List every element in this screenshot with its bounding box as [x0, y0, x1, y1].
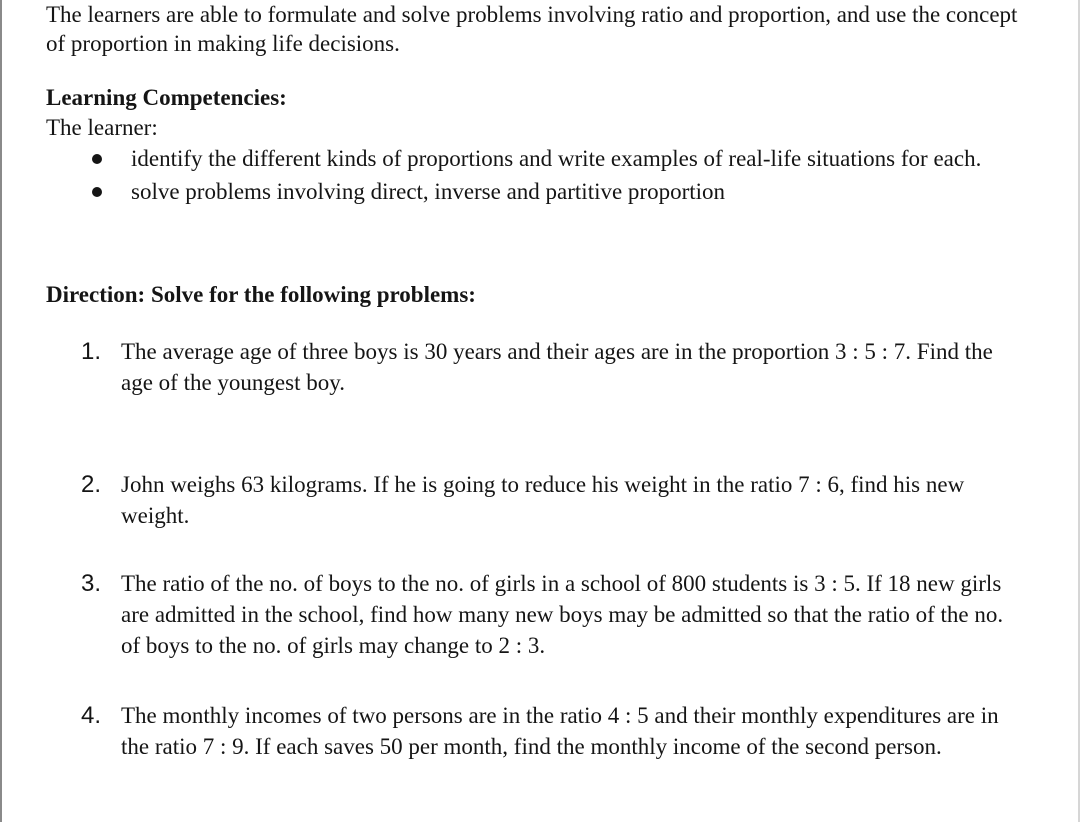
problem-number: 2. — [81, 471, 102, 498]
page-left-edge — [0, 0, 2, 822]
bullet-icon — [92, 154, 102, 164]
problem-number: 3. — [81, 570, 102, 597]
problem-number: 4. — [81, 702, 102, 729]
problem-text: The monthly incomes of two persons are in the ratio 4 : 5 and their monthly expenditures are in the ratio 7 : 9. If each saves 50 per month, find the monthly income of the second person. — [121, 703, 999, 759]
document-body — [46, 0, 1036, 759]
competency-text: solve problems involving direct, inverse and partitive proportion — [131, 179, 726, 204]
competencies-heading: Learning Competencies: — [46, 85, 287, 110]
problem-text: The average age of three boys is 30 years and their ages are in the proportion 3 : 5 : 7. Find the age of the youngest boy. — [121, 339, 993, 395]
learner-label: The learner: — [46, 115, 158, 140]
problem-text: The ratio of the no. of boys to the no. of girls in a school of 800 students is 3 : 5. If 18 new girls are admitted in the school, find how many new boys may be admitted so that the ratio of the no. of boys to the no. of girls may change to 2 : 3. — [121, 571, 1004, 658]
problem-item — [81, 700, 1021, 762]
intro-paragraph: The learners are able to formulate and solve problems involving ratio and proportion, and use the concept of proportion in making life decisions. — [46, 2, 1018, 56]
bullet-icon — [92, 187, 102, 197]
problem-item — [81, 336, 1021, 398]
competency-list — [46, 144, 1036, 206]
problem-number: 1. — [81, 338, 102, 365]
problem-item — [81, 469, 1021, 531]
competency-text: identify the different kinds of proportions and write examples of real-life situations for each. — [131, 146, 982, 171]
problem-text: John weighs 63 kilograms. If he is going to reduce his weight in the ratio 7 : 6, find his new weight. — [121, 472, 965, 528]
competency-item — [46, 144, 1036, 173]
problem-item — [81, 568, 1021, 661]
competency-item — [46, 177, 1036, 206]
direction-heading: Direction: Solve for the following problems: — [46, 282, 476, 307]
